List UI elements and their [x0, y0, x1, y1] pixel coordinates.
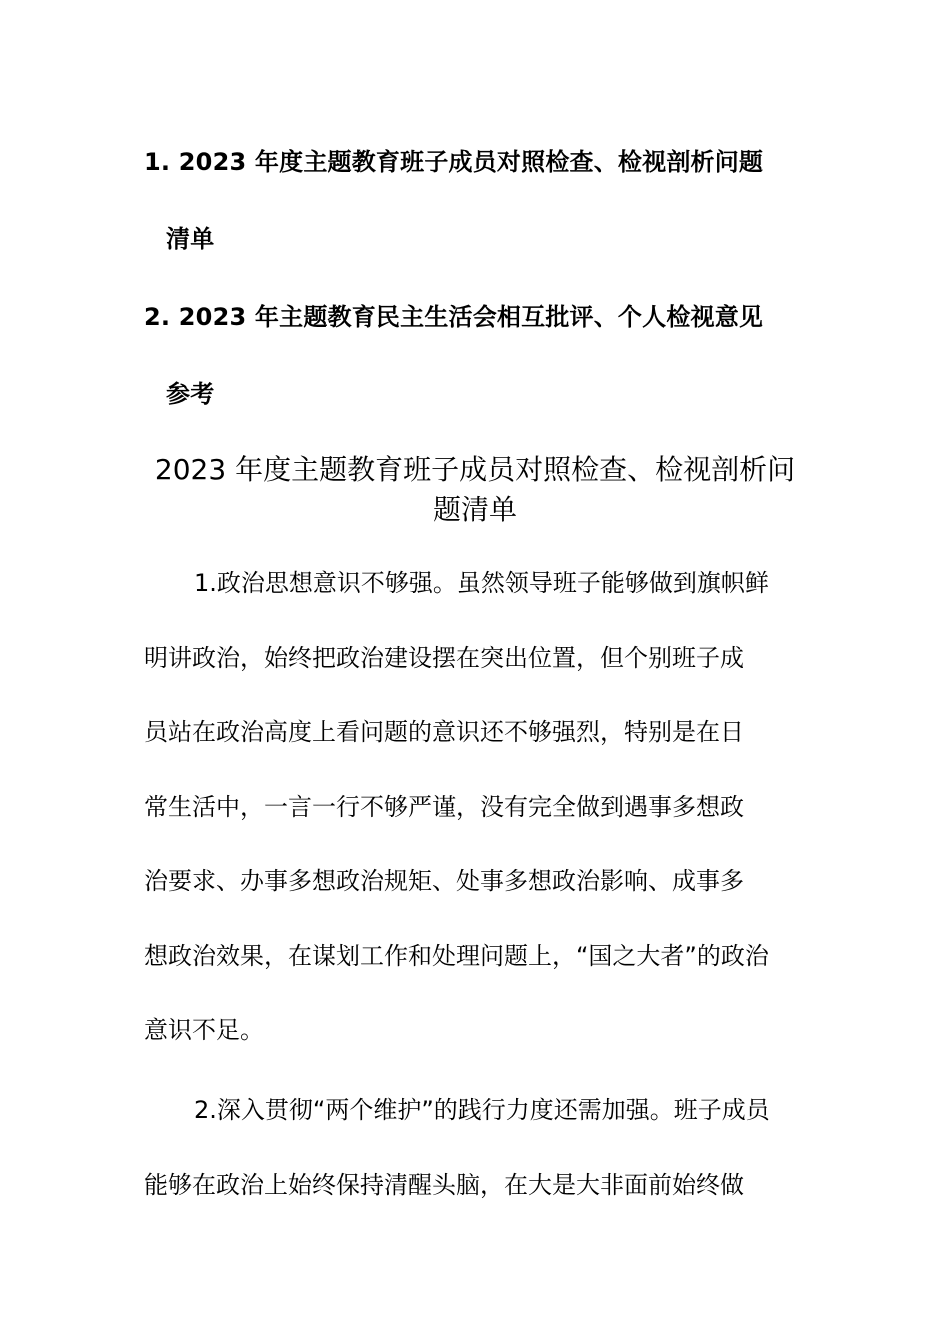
paragraph-line: 明讲政治，始终把政治建设摆在突出位置，但个别班子成 [144, 643, 744, 672]
paragraph-line: 员站在政治高度上看问题的意识还不够强烈，特别是在日 [144, 718, 744, 746]
paragraph-1 [144, 546, 808, 1068]
paragraph-line: 想政治效果，在谋划工作和处理问题上，“国之大者”的政治 [144, 941, 769, 970]
paragraph-line: 常生活中，一言一行不够严谨，没有完全做到遇事多想政 [144, 792, 744, 821]
paragraph-line: 意识不足。 [144, 1016, 264, 1044]
document-title [120, 450, 830, 530]
paragraph-line: 2.深入贯彻“两个维护”的践行力度还需加强。班子成员 [194, 1096, 770, 1124]
toc-item-2-line2: 参考 [166, 380, 215, 408]
document-title-line1: 2023 年度主题教育班子成员对照检查、检视剖析问 [154, 453, 796, 486]
toc-item-1[interactable] [144, 124, 816, 278]
paragraph-line: 治要求、办事多想政治规矩、处事多想政治影响、成事多 [144, 867, 744, 895]
document-title-line2: 题清单 [432, 493, 517, 526]
toc-item-1-line1: 1. 2023 年度主题教育班子成员对照检查、检视剖析问题 [144, 148, 764, 176]
toc-item-1-line2: 清单 [166, 225, 215, 253]
toc-item-2[interactable] [144, 279, 816, 433]
paragraph-line: 1.政治思想意识不够强。虽然领导班子能够做到旗帜鲜 [194, 569, 769, 597]
toc-item-2-line1: 2. 2023 年主题教育民主生活会相互批评、个人检视意见 [144, 303, 764, 331]
paragraph-2 [144, 1073, 808, 1222]
paragraph-line: 能够在政治上始终保持清醒头脑，在大是大非面前始终做 [144, 1170, 744, 1199]
